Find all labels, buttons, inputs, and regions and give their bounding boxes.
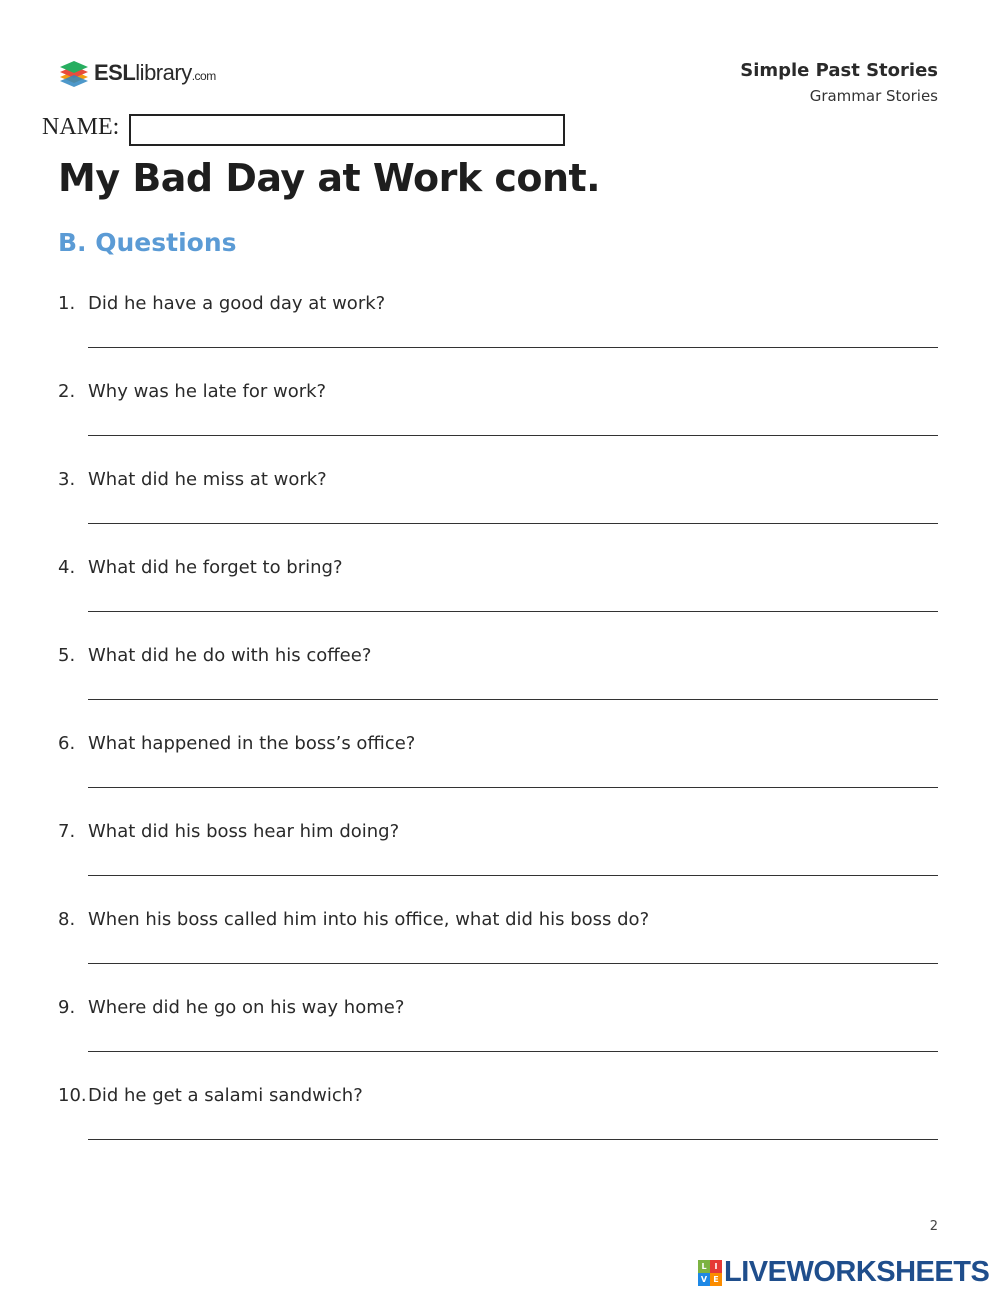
name-label: NAME: (42, 114, 120, 140)
liveworksheets-logo (698, 1256, 989, 1289)
page-title: My Bad Day at Work cont. (58, 156, 601, 200)
header-series (740, 60, 938, 105)
answer-line[interactable] (88, 611, 938, 612)
question-number: 5. (58, 645, 76, 666)
esl-library-logo (58, 56, 216, 90)
question-number: 6. (58, 733, 76, 754)
answer-line[interactable] (88, 1139, 938, 1140)
question-text: What did his boss hear him doing? (88, 821, 400, 842)
answer-line[interactable] (88, 787, 938, 788)
question-number: 3. (58, 469, 76, 490)
liveworksheets-wordmark: LIVEWORKSHEETS (724, 1256, 990, 1288)
question-number: 2. (58, 381, 76, 402)
question-number: 9. (58, 997, 76, 1018)
question-text: What did he do with his coffee? (88, 645, 372, 666)
answer-line[interactable] (88, 699, 938, 700)
answer-line[interactable] (88, 1051, 938, 1052)
section-heading: B. Questions (58, 228, 237, 257)
question-text: What did he forget to bring? (88, 557, 343, 578)
question-text: What did he miss at work? (88, 469, 327, 490)
question-number: 7. (58, 821, 76, 842)
answer-line[interactable] (88, 435, 938, 436)
question-text: Why was he late for work? (88, 381, 327, 402)
series-subtitle: Grammar Stories (809, 87, 938, 105)
page-number: 2 (929, 1219, 938, 1234)
question-text: When his boss called him into his office, what did his boss do? (88, 909, 650, 930)
book-stack-icon (58, 57, 90, 89)
question-number: 8. (58, 909, 76, 930)
question-text: Where did he go on his way home? (88, 997, 405, 1018)
question-number: 4. (58, 557, 76, 578)
question-text: Did he get a salami sandwich? (88, 1085, 363, 1106)
logo-wordmark: ESLlibrary.com (94, 60, 216, 85)
answer-line[interactable] (88, 875, 938, 876)
answer-line[interactable] (88, 523, 938, 524)
question-text: Did he have a good day at work? (88, 293, 386, 314)
question-number: 10. (58, 1085, 87, 1106)
question-number: 1. (58, 293, 76, 314)
series-title: Simple Past Stories (740, 60, 938, 81)
answer-line[interactable] (88, 963, 938, 964)
answer-line[interactable] (88, 347, 938, 348)
liveworksheets-blocks-icon: L I V E (698, 1260, 722, 1286)
question-text: What happened in the boss’s office? (88, 733, 416, 754)
name-input[interactable] (129, 114, 565, 146)
